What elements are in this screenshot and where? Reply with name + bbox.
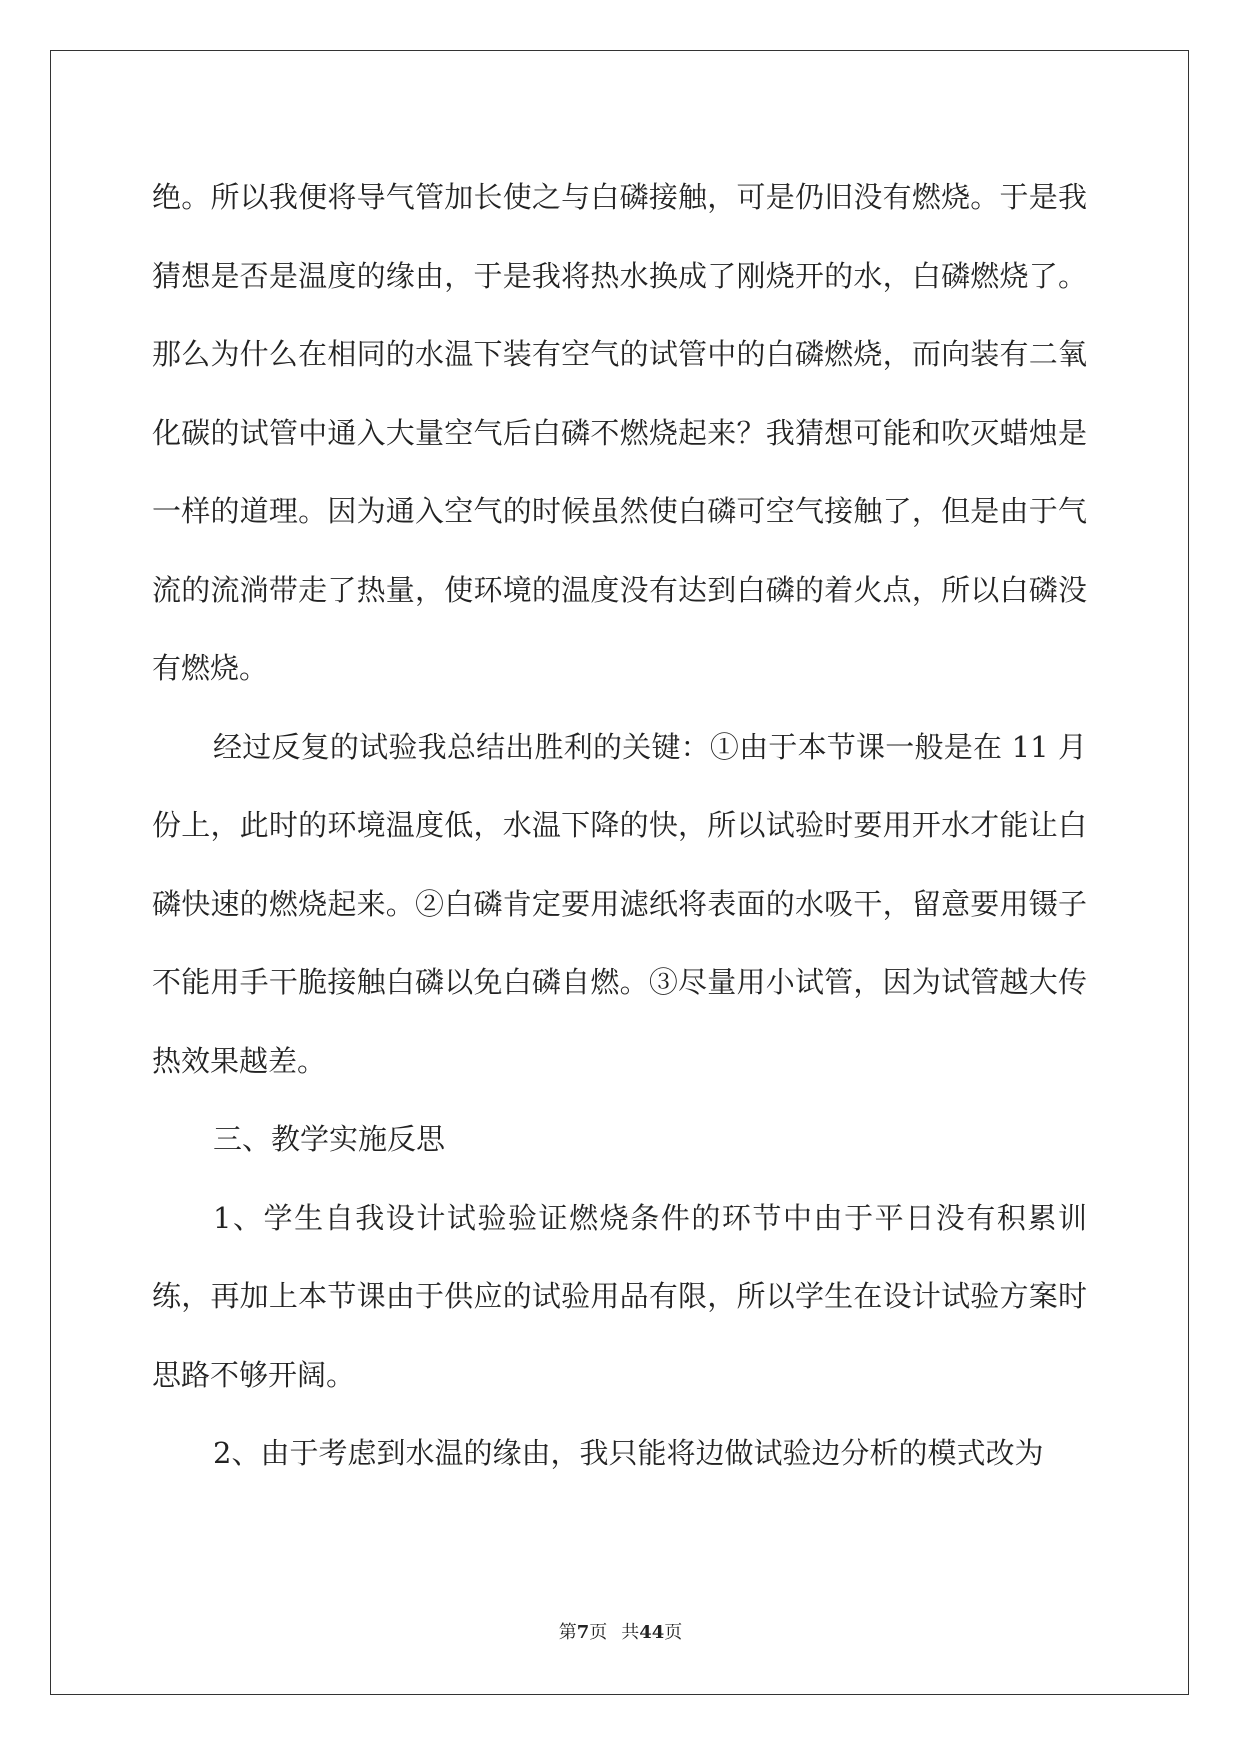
total-prefix: 共	[621, 1622, 640, 1643]
page-suffix: 页	[589, 1622, 608, 1643]
document-body	[152, 158, 1087, 1493]
page-number: 7	[576, 1622, 590, 1643]
paragraph-2: 经过反复的试验我总结出胜利的关键：①由于本节课一般是在 11 月份上，此时的环境温度低，水温下降的快，所以试验时要用开水才能让白磷快速的燃烧起来。②白磷肯定要用滤纸将表面的水吸干，留意要用镊子不能用手干脆接触白磷以免白磷自燃。③尽量用小试管，因为试管越大传热效果越差。	[152, 729, 1087, 1078]
page-prefix: 第	[558, 1622, 577, 1643]
page-footer	[0, 1618, 1241, 1644]
paragraph-3: 1、学生自我设计试验验证燃烧条件的环节中由于平日没有积累训练，再加上本节课由于供应的试验用品有限，所以学生在设计试验方案时思路不够开阔。	[152, 1200, 1087, 1392]
paragraph-4: 2、由于考虑到水温的缘由，我只能将边做试验边分析的模式改为	[213, 1436, 1044, 1470]
section-heading: 三、教学实施反思	[213, 1122, 446, 1156]
total-suffix: 页	[664, 1622, 683, 1643]
total-pages: 44	[639, 1622, 665, 1643]
paragraph-1: 绝。所以我便将导气管加长使之与白磷接触，可是仍旧没有燃烧。于是我猜想是否是温度的缘由，于是我将热水换成了刚烧开的水，白磷燃烧了。那么为什么在相同的水温下装有空气的试管中的白磷燃烧，而向装有二氧化碳的试管中通入大量空气后白磷不燃烧起来？我猜想可能和吹灭蜡烛是一样的道理。因为通入空气的时候虽然使白磷可空气接触了，但是由于气流的流淌带走了热量，使环境的温度没有达到白磷的着火点，所以白磷没有燃烧。	[152, 180, 1087, 685]
